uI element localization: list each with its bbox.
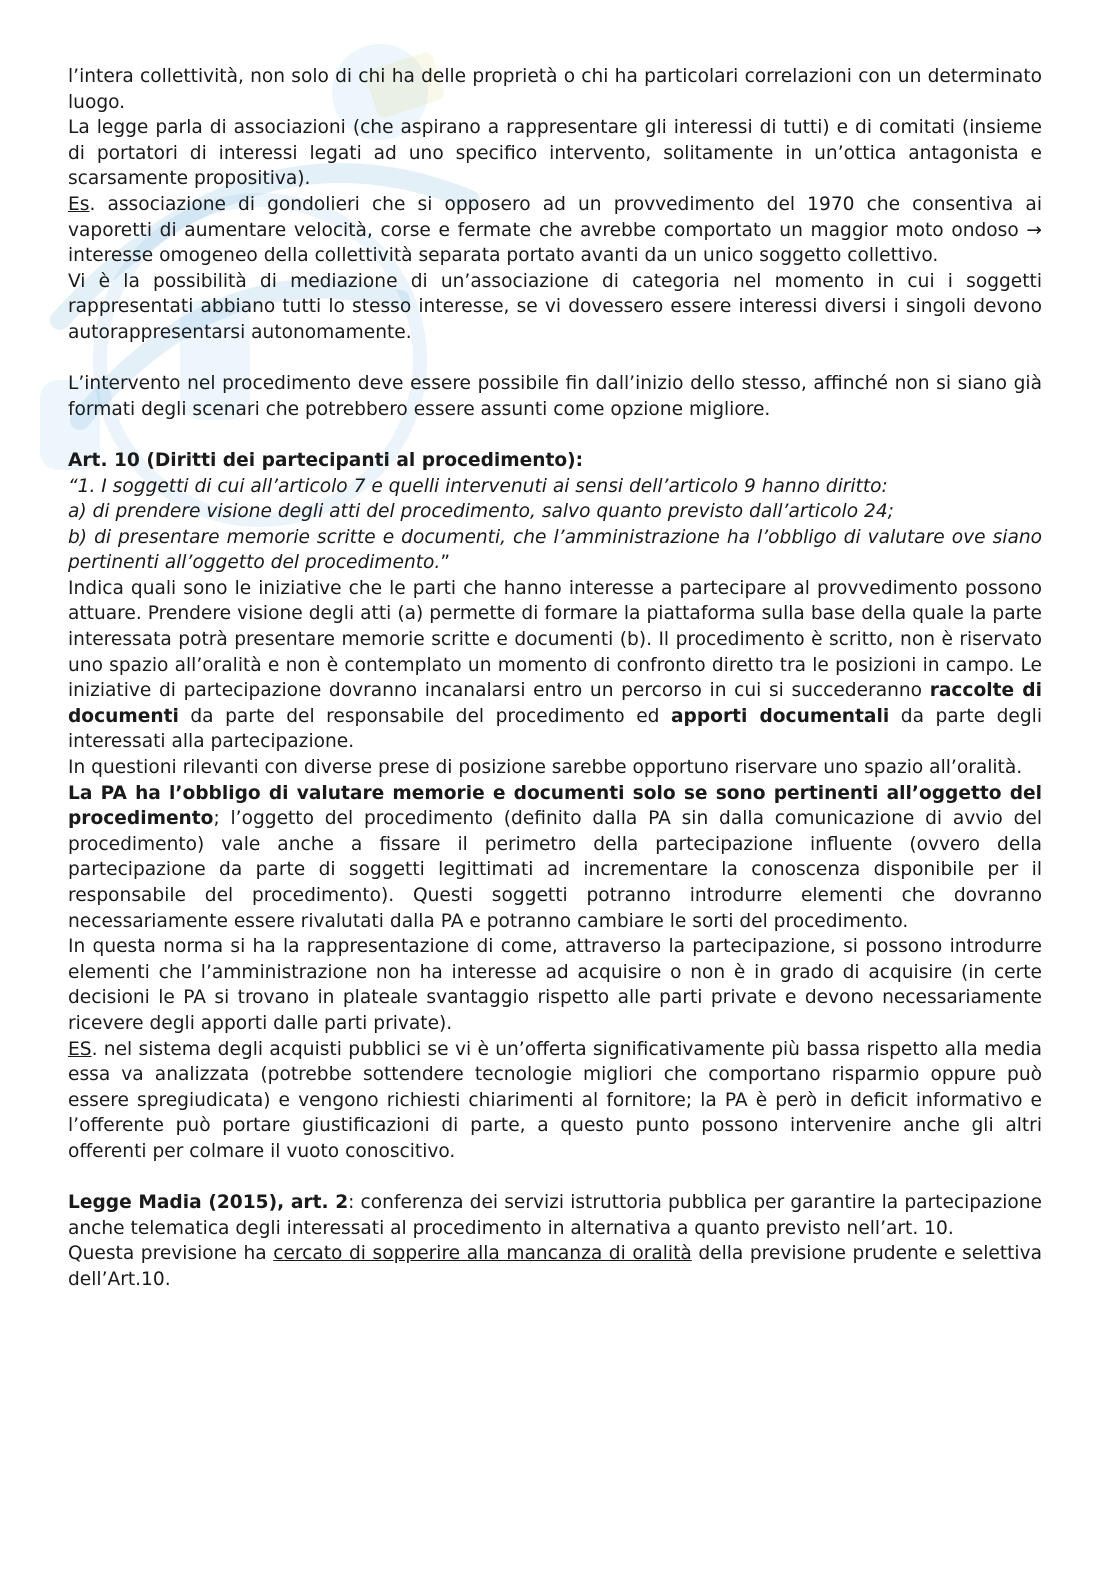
iniziative-text: Indica quali sono le iniziative che le parti che hanno interesse a partecipare al provvedimento possono attuare. Prendere visione degli atti (a) permette di formare la piattaforma sulla base della quale la parte interessata potrà presentare memorie scritte e documenti (b). Il procedimento è scritto, non è riservato uno spazio all’oralità e non è contemplato un momento di confronto diretto tra le posizioni in campo. Le iniziative di partecipazione dovranno incanalarsi entro un percorso in cui si succederanno [68,577,1042,702]
article-10-heading: Art. 10 (Diritti dei partecipanti al procedimento): [68,449,584,471]
paragraph-iniziative [68,576,1042,755]
example-label: Es [68,193,90,215]
iniziative-text-2: da parte del responsabile del procedimento ed [178,705,671,727]
paragraph-intervento: L’intervento nel procedimento deve essere possibile fin dall’inizio dello stesso, affinché non si siano già formati degli scenari che potrebbero essere assunti come opzione migliore. [68,373,1042,420]
iniziative-text-3: da parte degli interessati alla partecipazione. [68,705,1042,753]
example-label-es: ES [68,1038,92,1060]
paragraph-esempio-gondolieri [68,192,1042,269]
quote-close-mark: ” [440,552,450,574]
previsione-text-2: della previsione prudente e selettiva dell’Art.10. [68,1243,1042,1290]
quote-line-1: 1. I soggetti di cui all’articolo 7 e quelli intervenuti ai sensi dell’articolo 9 hanno diritto: [77,475,888,497]
quote-line-b: b) di presentare memorie scritte e documenti, che l’amministrazione ha l’obbligo di valutare ove siano pertinenti all’oggetto del procedimento. [68,526,1042,574]
quote-line-a: a) di prendere visione degli atti del procedimento, salvo quanto previsto dall’articolo 24; [68,501,894,523]
example-text: . associazione di gondolieri che si opposero ad un provvedimento del 1970 che consentiva ai vaporetti di aumentare velocità, corse e fermate che avrebbe comportato un maggior moto ondoso [68,193,1042,241]
document-page [68,64,1042,1293]
article-10-quote [68,474,1042,576]
arrow-right-icon: → [1026,219,1042,241]
paragraph-legge-madia [68,1190,1042,1241]
underlined-oralita: cercato di sopperire alla mancanza di oralità [273,1243,692,1265]
paragraph-rappresentazione: In questa norma si ha la rappresentazione di come, attraverso la partecipazione, si possono introdurre elementi che l’amministrazione non ha interesse ad acquisire o non è in grado di acquisire (in certe decisioni le PA si trovano in plateale svantaggio rispetto alle parti private e devono necessariamente ricevere degli apporti dalle parti private). [68,936,1042,1034]
quote-open-mark: “ [68,475,78,497]
paragraph-esempio-acquisti [68,1037,1042,1165]
bold-raccolte-documenti: raccolte di documenti [68,680,1042,727]
paragraph-collettivita: l’intera collettività, non solo di chi ha delle proprietà o chi ha particolari correlazioni con un determinato luogo. [68,66,1042,113]
paragraph-oralita: In questioni rilevanti con diverse prese di posizione sarebbe opportuno riservare uno spazio all’oralità. [68,757,1023,779]
legge-madia-text: : conferenza dei servizi istruttoria pubblica per garantire la partecipazione anche telematica degli interessati al procedimento in alternativa a quanto previsto nell’art. 10. [68,1192,1042,1239]
paragraph-previsione [68,1241,1042,1292]
paragraph-mediazione: Vi è la possibilità di mediazione di un’associazione di categoria nel momento in cui i soggetti rappresentati abbiano tutti lo stesso interesse, se vi dovessero essere interessi diversi i singoli devono autorappresentarsi autonomamente. [68,270,1042,343]
bold-apporti-documentali: apporti documentali [671,705,890,727]
bold-obbligo-pa: La PA ha l’obbligo di valutare memorie e documenti solo se sono pertinenti all’oggetto del procedimento [68,782,1042,830]
example-text-continued: interesse omogeneo della collettività separata portato avanti da un unico soggetto collettivo. [68,245,939,267]
paragraph-associazioni-comitati: La legge parla di associazioni (che aspirano a rappresentare gli interessi di tutti) e di comitati (insieme di portatori di interessi legati ad uno specifico intervento, solitamente in un’ottica antagonista e scarsamente propositiva). [68,117,1042,190]
previsione-text: Questa previsione ha [68,1243,274,1265]
obbligo-pa-text: ; l’oggetto del procedimento (definito dalla PA sin dalla comunicazione di avvio del procedimento) vale anche a fissare il perimetro della partecipazione influente (ovvero della partecipazione da parte di soggetti legittimati ad incrementare la conoscenza disponibile per il responsabile del procedimento). Questi soggetti potranno introdurre elementi che dovranno necessariamente essere rivalutati dalla PA e potranno cambiare le sorti del procedimento. [68,808,1042,932]
bold-legge-madia: Legge Madia (2015), art. 2 [68,1192,349,1214]
paragraph-obbligo-pa [68,781,1042,935]
acquisti-text: . nel sistema degli acquisti pubblici se vi è un’offerta significativamente più bassa rispetto alla media essa va analizzata (potrebbe sottendere tecnologie migliori che comportano risparmio oppure può essere spregiudicata) e vengono richiesti chiarimenti al fornitore; la PA è però in deficit informativo e l’offerente può portare giustificazioni di parte, a questo punto possono intervenire anche gli altri offerenti per colmare il vuoto conoscitivo. [68,1038,1042,1162]
